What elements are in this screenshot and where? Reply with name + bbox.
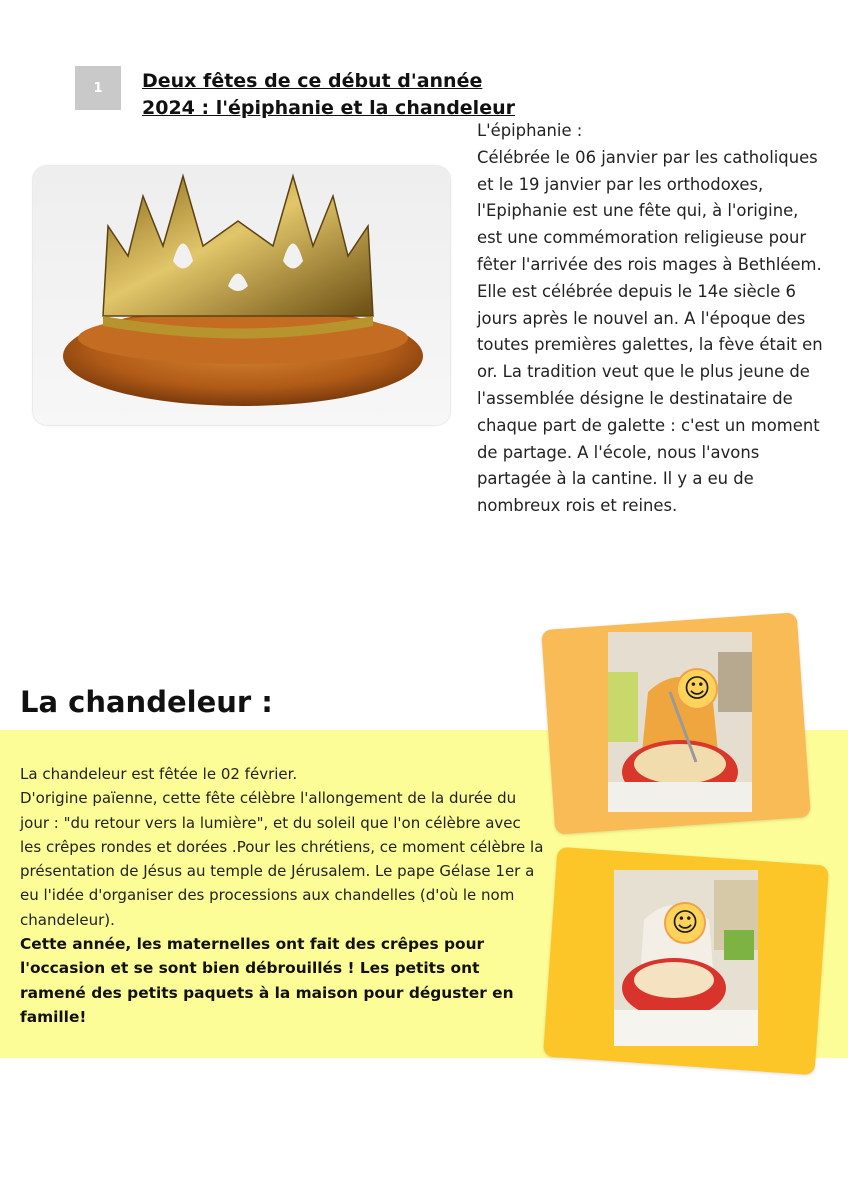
section-number: 1	[75, 66, 121, 110]
page-title: Deux fêtes de ce début d'année 2024 : l'épiphanie et la chandeleur	[142, 70, 515, 119]
chandeleur-heading: La chandeleur :	[20, 685, 273, 719]
chandeleur-text	[20, 762, 545, 1029]
child-crepe-photo-1	[608, 632, 752, 812]
child-mixing-illustration-2	[614, 870, 758, 1046]
epiphanie-body: Célébrée le 06 janvier par les catholiques et le 19 janvier par les orthodoxes, l'Epiphanie est une fête qui, à l'origine, est une commémoration religieuse pour fêter l'arrivée des rois mages à Bethléem. Elle est célébrée depuis le 14e siècle 6 jours après le nouvel an. A l'époque des toutes premières galettes, la fève était en or. La tradition veut que le plus jeune de l'assemblée désigne le destinataire de chaque part de galette : c'est un moment de partage. A l'école, nous l'avons partagée à la cantine. Il y a eu de nombreux rois et reines.	[477, 147, 823, 516]
chandeleur-date-line: La chandeleur est fêtée le 02 février.	[20, 765, 298, 783]
smiling-face-emoji-icon: ☺	[676, 668, 718, 710]
chandeleur-body: D'origine païenne, cette fête célèbre l'allongement de la durée du jour : "du retour vers la lumière", et du soleil que l'on célèbre avec les crêpes rondes et dorées .Pour les chrétiens, ce moment célèbre la présentation de Jésus au temple de Jérusalem. Le pape Gélase 1er a eu l'idée d'organiser des processions aux chandelles (d'où le nom chandeleur).	[20, 789, 544, 929]
galette-crown-illustration	[33, 166, 450, 425]
epiphanie-text	[477, 118, 827, 520]
epiphanie-heading: L'épiphanie :	[477, 121, 583, 140]
galette-crown-photo	[33, 166, 450, 425]
smiling-face-emoji-icon: ☺	[664, 902, 706, 944]
child-crepe-photo-2	[614, 870, 758, 1046]
child-mixing-illustration-1	[608, 632, 752, 812]
chandeleur-bold-note: Cette année, les maternelles ont fait des crêpes pour l'occasion et se sont bien débrouillés ! Les petits ont ramené des petits paquets à la maison pour déguster en famille!	[20, 935, 514, 1026]
